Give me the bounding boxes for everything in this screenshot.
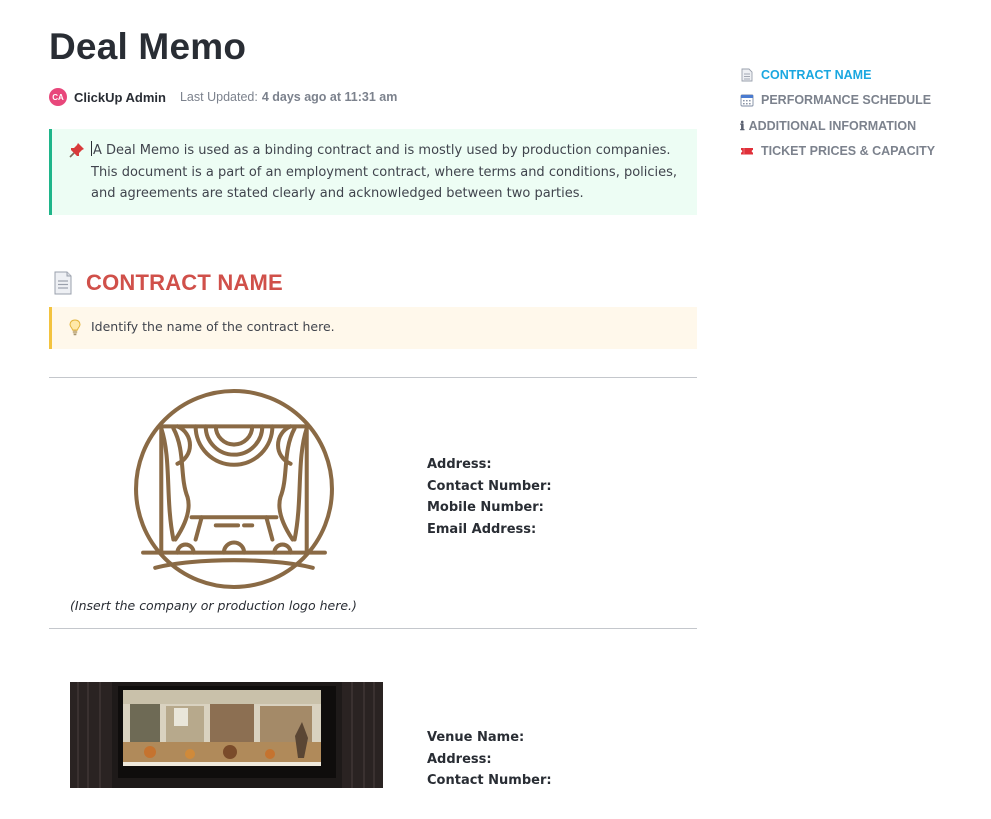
toc-item-performance-schedule[interactable] bbox=[740, 88, 935, 114]
table-of-contents bbox=[740, 62, 935, 164]
document-icon bbox=[52, 271, 74, 295]
text-cursor bbox=[91, 141, 92, 156]
company-details bbox=[427, 454, 552, 540]
venue-photo bbox=[70, 682, 383, 788]
lightbulb-icon bbox=[69, 319, 81, 336]
document-meta bbox=[49, 88, 397, 106]
last-updated-label: Last Updated: bbox=[179, 90, 258, 104]
ticket-icon bbox=[740, 144, 754, 158]
last-updated-value: 4 days ago at 11:31 am bbox=[261, 90, 398, 104]
toc-label: CONTRACT NAME bbox=[761, 67, 872, 82]
toc-item-additional-information[interactable] bbox=[740, 113, 935, 139]
divider bbox=[49, 377, 697, 378]
pushpin-icon bbox=[69, 142, 85, 158]
divider bbox=[49, 628, 697, 629]
toc-item-contract-name[interactable] bbox=[740, 62, 935, 88]
toc-label: PERFORMANCE SCHEDULE bbox=[761, 93, 932, 108]
toc-label: ADDITIONAL INFORMATION bbox=[748, 118, 917, 133]
section-heading: CONTRACT NAME bbox=[86, 270, 283, 295]
document-icon bbox=[740, 68, 754, 82]
intro-callout-text[interactable]: A Deal Memo is used as a binding contract and is mostly used by production companies. This document is a part of an employment contract, where terms and conditions, policies, and agreements are stated clearly and acknowledged between two parties. bbox=[91, 143, 678, 201]
address-field-label[interactable]: Address: bbox=[427, 457, 492, 472]
avatar[interactable]: CA bbox=[49, 88, 67, 106]
mobile-number-field-label[interactable]: Mobile Number: bbox=[427, 500, 544, 515]
tip-callout-text[interactable]: Identify the name of the contract here. bbox=[91, 319, 335, 334]
email-address-field-label[interactable]: Email Address: bbox=[427, 521, 537, 537]
toc-item-ticket-prices-capacity[interactable] bbox=[740, 139, 935, 165]
venue-address-field-label[interactable]: Address: bbox=[427, 751, 492, 767]
section-contract-name bbox=[52, 270, 283, 296]
contact-number-field-label[interactable]: Contact Number: bbox=[427, 478, 552, 494]
info-icon: ℹ bbox=[740, 118, 745, 133]
venue-name-field-label[interactable]: Venue Name: bbox=[427, 730, 525, 745]
tip-callout[interactable] bbox=[49, 307, 697, 349]
venue-contact-number-field-label[interactable]: Contact Number: bbox=[427, 773, 552, 788]
intro-callout[interactable] bbox=[49, 129, 697, 215]
theater-stage-logo bbox=[133, 388, 335, 590]
calendar-icon bbox=[740, 93, 754, 107]
venue-details bbox=[427, 727, 552, 792]
author-name[interactable]: ClickUp Admin bbox=[74, 89, 166, 105]
page-title: Deal Memo bbox=[49, 26, 247, 67]
toc-label: TICKET PRICES & CAPACITY bbox=[761, 144, 936, 159]
logo-caption: (Insert the company or production logo here.) bbox=[70, 598, 357, 613]
